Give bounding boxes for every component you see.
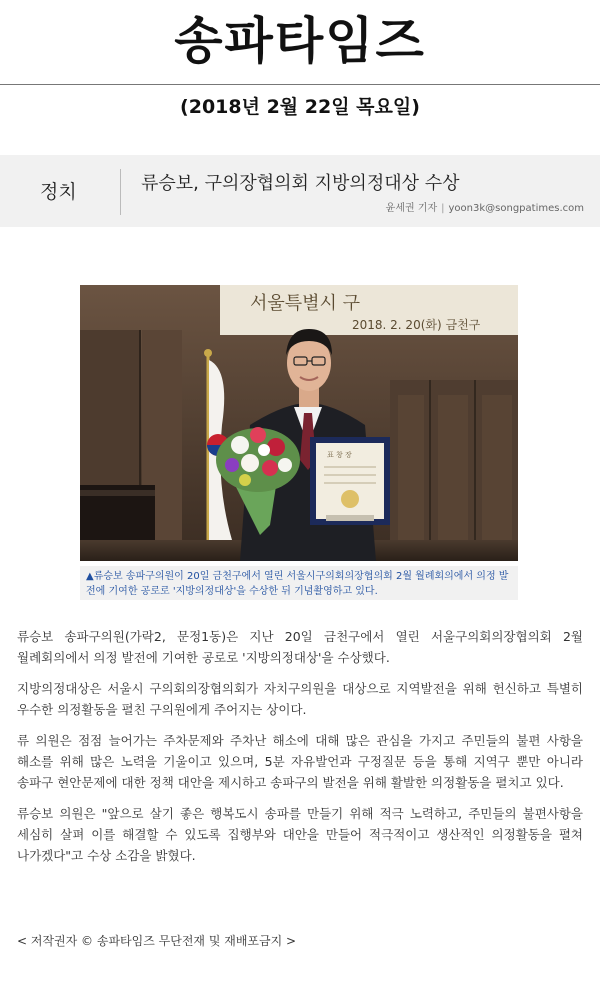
reporter-email[interactable]: yoon3k@songpatimes.com [448,203,584,214]
publication-date: (2018년 2월 22일 목요일) [180,96,420,118]
article-paragraph: 류 의원은 점점 늘어가는 주차문제와 주차난 해소에 대해 많은 관심을 가지고 주민들의 불편 사항을 해소를 위해 많은 노력을 기울이고 있으며, 5분 자유발언과 구정질문 등을 통해 지역구 뿐만 아니라 송파구 현안문제에 대한 정책 대안을 제시하고 송파구의 발전을 위해 활발한 의정활동을 펼치고 있다. [17,733,583,790]
certificate-title: 표 창 장 [327,451,352,459]
article-headline: 류승보, 구의장협의회 지방의정대상 수상 [141,173,460,194]
banner-title: 서울특별시 구 [250,293,361,314]
award-certificate [310,437,390,525]
byline-separator: | [441,203,445,214]
article-paragraph: 류승보 송파구의원(가락2, 문정1동)은 지난 20일 금천구에서 열린 서울구의회의장협의회 2월 월례회의에서 의정 발전에 기여한 공로로 '지방의정대상'을 수상했다. [17,629,583,665]
article-photo [80,285,518,561]
article-paragraph: 류승보 의원은 "앞으로 살기 좋은 행복도시 송파를 만들기 위해 적극 노력하고, 주민들의 불편사항을 세심히 살펴 이를 해결할 수 있도록 집행부와 대안을 만들어 적극적이고 생산적인 의정활동을 펼쳐 나가겠다"고 수상 소감을 밝혔다. [17,806,583,863]
masthead-title: 송파타임즈 [174,12,426,70]
header-divider [120,169,121,215]
section-label: 정치 [40,181,77,203]
photo-caption: ▲류승보 송파구의원이 20일 금천구에서 열린 서울시구의회의장협의회 2월 월례회의에서 의정 발전에 기여한 공로로 '지방의정대상'을 수상한 뒤 기념촬영하고 있다. [80,566,518,600]
byline [386,199,584,214]
banner-date: 2018. 2. 20(화) 금천구 [352,318,481,332]
masthead [0,0,600,82]
article-body [17,626,583,876]
article-header [0,155,600,227]
article-paragraph: 지방의정대상은 서울시 구의회의장협의회가 자치구의원을 대상으로 지역발전을 위해 헌신하고 특별히 우수한 의정활동을 펼친 구의원에게 주어지는 상이다. [17,681,583,717]
copyright-notice: < 저작권자 © 송파타임즈 무단전재 및 재배포금지 > [17,934,297,948]
event-banner [220,285,518,335]
reporter-name: 윤세권 기자 [385,203,438,214]
masthead-divider [0,84,600,85]
